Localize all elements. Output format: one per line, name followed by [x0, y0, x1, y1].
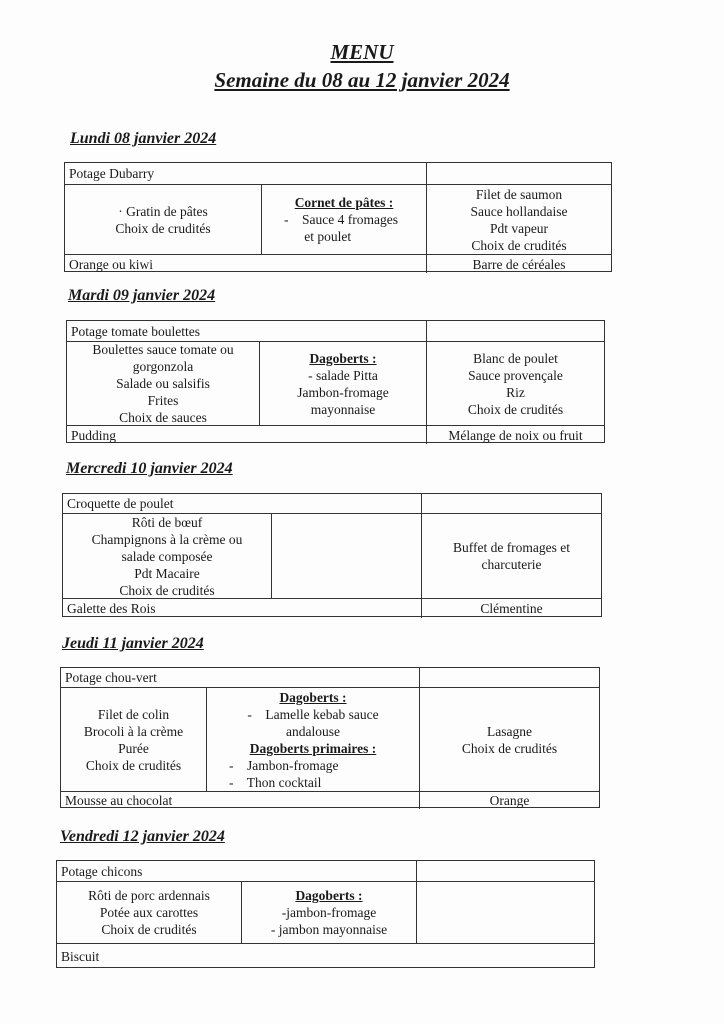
menu-line: Choix de crudités [471, 237, 567, 253]
main-course-row [63, 513, 601, 598]
menu-line: gorgonzola [132, 359, 194, 374]
option-2-cell [241, 882, 416, 943]
dessert-row [65, 254, 611, 273]
menu-line: Frites [147, 393, 179, 408]
menu-line: - salade Pitta [308, 367, 378, 383]
menu-line: - Jambon-fromage [229, 757, 339, 773]
menu-line: Buffet de fromages et [452, 540, 571, 555]
menu-line: Dagoberts primaires : [249, 740, 377, 756]
soup-cell: Potage chicons [61, 863, 143, 879]
soup-cell: Croquette de poulet [67, 496, 174, 511]
menu-line: Choix de crudités [119, 582, 215, 598]
menu-line: salade composée [121, 548, 213, 564]
dessert-row [61, 791, 599, 809]
menu-line: mayonnaise [310, 401, 376, 417]
day-menu-table [62, 493, 602, 617]
menu-line: et poulet [284, 229, 352, 244]
menu-line: Dagoberts : [309, 350, 377, 366]
menu-line: Riz [506, 384, 525, 400]
menu-line: Boulettes sauce tomate ou [92, 342, 234, 357]
option-1-cell [63, 514, 271, 598]
menu-line: Pdt Macaire [134, 565, 200, 581]
menu-line: Sauce provençale [468, 367, 563, 383]
menu-line: Filet de saumon [475, 186, 563, 202]
option-3-cell [426, 185, 611, 254]
option-2-cell [259, 342, 426, 425]
soup-cell: Potage tomate boulettes [71, 323, 200, 339]
menu-line: Dagoberts : [295, 888, 363, 903]
menu-line: Potée aux carottes [99, 905, 199, 920]
week-subtitle: Semaine du 08 au 12 janvier 2024 [214, 68, 510, 92]
dessert-row [57, 943, 594, 969]
day-menu-table [60, 667, 600, 808]
day-menu-table [66, 320, 605, 443]
option-1-cell [65, 185, 261, 254]
main-course-row [57, 881, 594, 943]
day-heading: Mardi 09 janvier 2024 [68, 287, 216, 304]
dessert-cell: Orange ou kiwi [69, 256, 153, 272]
option-2-cell [206, 688, 419, 791]
option-3-cell [416, 882, 594, 943]
menu-line: -jambon-fromage [281, 905, 377, 920]
soup-empty-cell [426, 163, 611, 184]
main-course-row [61, 687, 599, 791]
main-course-row [67, 341, 604, 425]
soup-cell: Potage Dubarry [69, 166, 155, 181]
day-menu-table [56, 860, 595, 968]
menu-line: charcuterie [481, 557, 542, 572]
main-course-row [65, 184, 611, 254]
menu-line: Choix de crudités [461, 740, 558, 756]
day-heading: Jeudi 11 janvier 2024 [62, 635, 204, 652]
day-heading: Lundi 08 janvier 2024 [70, 130, 217, 147]
menu-line: - Lamelle kebab sauce [247, 706, 379, 722]
menu-title: MENU [330, 40, 394, 64]
menu-line: Champignons à la crème ou [91, 531, 243, 547]
option-3-cell [426, 342, 604, 425]
option-1-cell [57, 882, 241, 943]
dessert-alt-cell: Mélange de noix ou fruit [426, 426, 604, 444]
option-3-cell [419, 688, 599, 791]
dessert-alt-cell: Barre de céréales [426, 255, 611, 273]
day-heading: Mercredi 10 janvier 2024 [66, 460, 233, 477]
dessert-alt-cell: Orange [419, 792, 599, 809]
dessert-cell: Mousse au chocolat [65, 793, 173, 808]
menu-line: Rôti de porc ardennais [88, 888, 210, 903]
dessert-cell: Biscuit [61, 949, 100, 964]
menu-line: Lasagne [487, 723, 532, 739]
dessert-row [67, 425, 604, 444]
dessert-row [63, 598, 601, 618]
menu-line: Filet de colin [97, 706, 170, 722]
menu-line: Blanc de poulet [473, 350, 558, 366]
option-1-cell [61, 688, 206, 791]
menu-line: Choix de crudités [115, 220, 211, 236]
soup-row [63, 494, 601, 513]
menu-line: Choix de sauces [119, 410, 207, 425]
soup-row [67, 321, 604, 341]
menu-line: Rôti de bœuf [131, 514, 203, 530]
dessert-cell: Pudding [71, 427, 117, 443]
option-1-cell [67, 342, 259, 425]
menu-line: Choix de crudités [101, 922, 197, 937]
option-3-cell [421, 514, 601, 598]
soup-row [61, 668, 599, 687]
menu-line: andalouse [286, 723, 340, 739]
menu-line: Purée [118, 740, 149, 756]
dessert-cell: Galette des Rois [67, 601, 156, 616]
soup-empty-cell [416, 861, 594, 881]
menu-line: Choix de crudités [467, 401, 564, 417]
menu-line: - Sauce 4 fromages [284, 212, 398, 227]
menu-line: - jambon mayonnaise [270, 922, 388, 937]
option-2-cell [261, 185, 426, 254]
menu-line: Choix de crudités [85, 757, 182, 773]
soup-row [65, 163, 611, 184]
menu-line: Salade ou salsifis [116, 376, 210, 391]
menu-line: Sauce hollandaise [470, 203, 568, 219]
menu-line: Brocoli à la crème [83, 723, 184, 739]
menu-line: Pdt vapeur [489, 220, 549, 236]
menu-line: Dagoberts : [279, 689, 347, 705]
menu-line: Jambon-fromage [297, 384, 389, 400]
option-2-cell [271, 514, 421, 598]
dessert-alt-cell: Clémentine [421, 599, 601, 618]
soup-row [57, 861, 594, 881]
soup-cell: Potage chou-vert [65, 670, 157, 685]
soup-empty-cell [421, 494, 601, 513]
day-menu-table [64, 162, 612, 272]
menu-line: - Thon cocktail [229, 774, 322, 790]
menu-line: · Gratin de pâtes [118, 203, 208, 219]
menu-line: Cornet de pâtes : [294, 195, 394, 210]
soup-empty-cell [419, 668, 599, 687]
day-heading: Vendredi 12 janvier 2024 [60, 828, 225, 845]
soup-empty-cell [426, 321, 604, 341]
